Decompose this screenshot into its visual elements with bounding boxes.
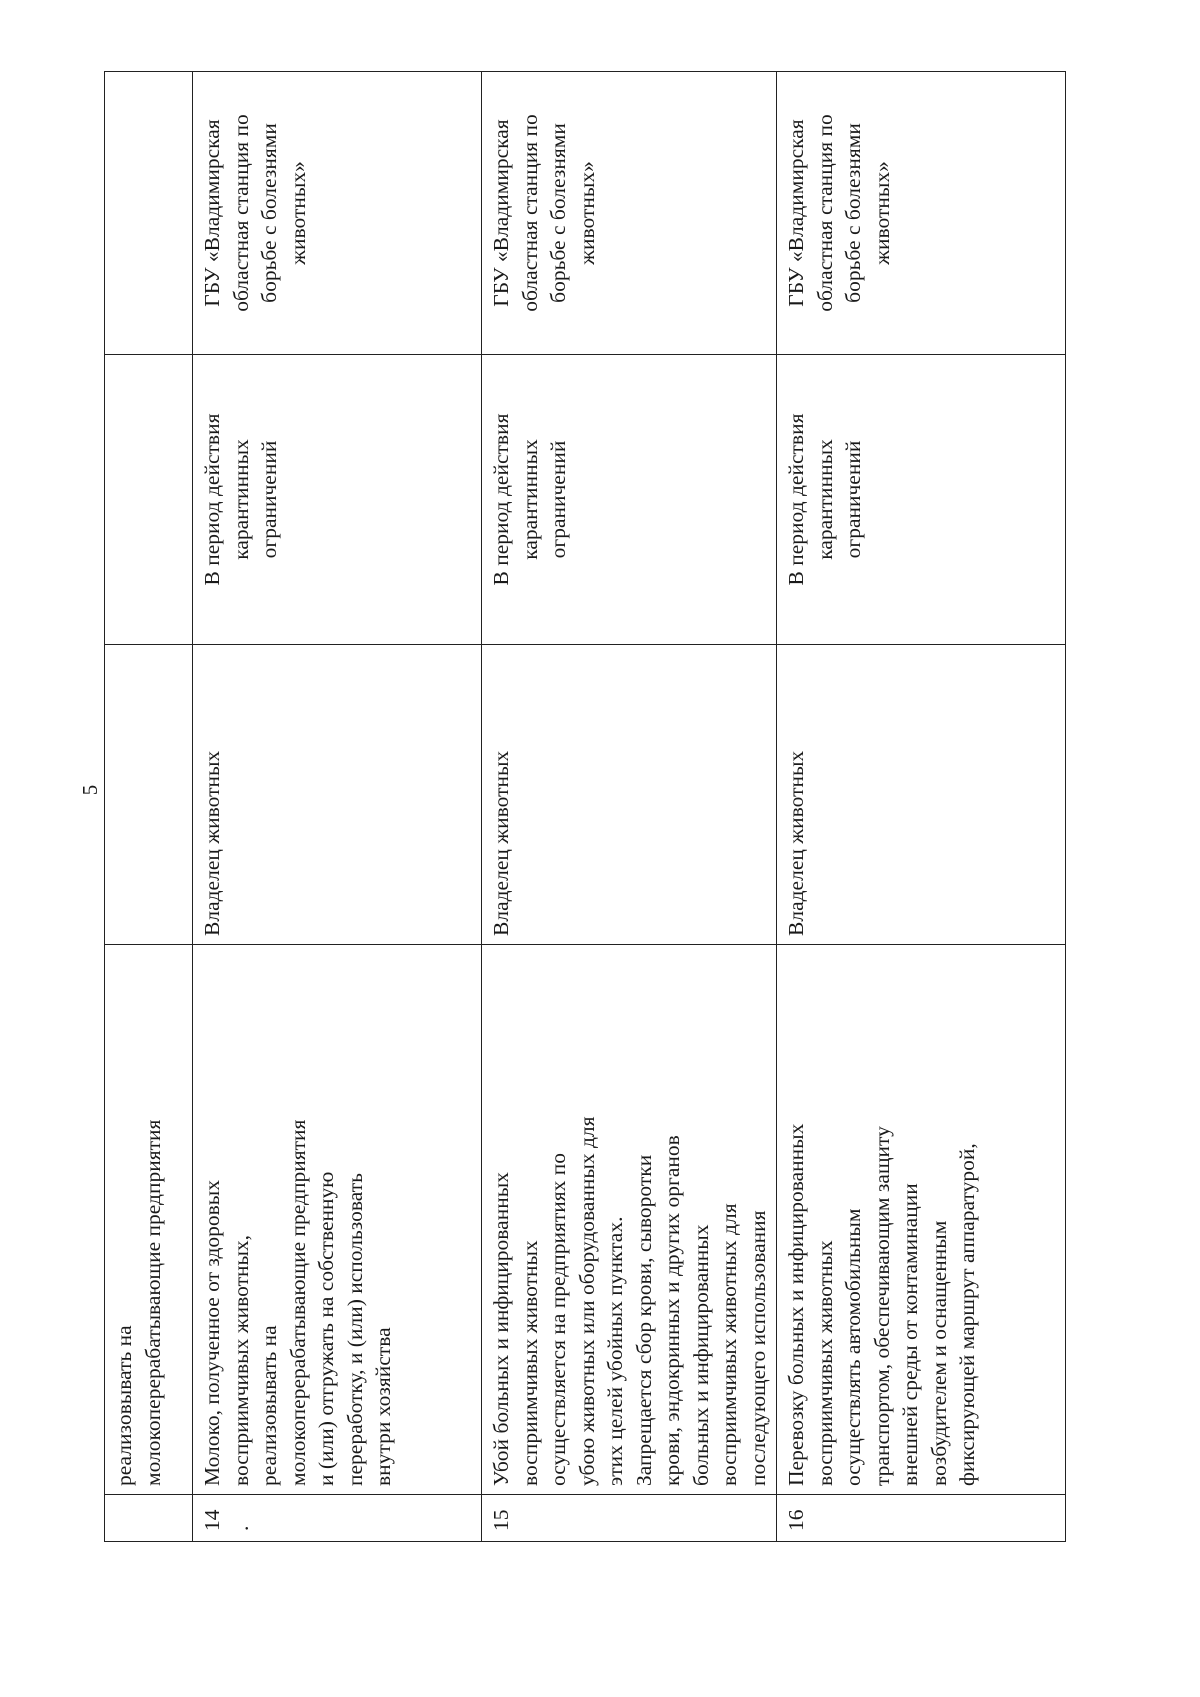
executor-cell: ГБУ «Владимирская областная станция по борьбе с болезнями животных»: [777, 72, 1066, 355]
responsible-cell: Владелец животных: [482, 645, 777, 945]
page-number: 5: [77, 784, 102, 796]
table-row: [482, 72, 777, 1542]
executor-cell: [105, 72, 193, 355]
measures-table: [104, 71, 1066, 1542]
responsible-cell: Владелец животных: [193, 645, 482, 945]
table-row: [193, 72, 482, 1542]
table-row: [105, 72, 193, 1542]
row-number-cell: [105, 1495, 193, 1542]
row-number-cell: 14 .: [193, 1495, 482, 1542]
measures-table-container: [104, 72, 1059, 1542]
period-cell: В период действия карантинных ограничений: [482, 355, 777, 645]
measure-cell: Убой больных и инфицированных восприимчивых животных осуществляется на предприятиях по убою животных или оборудованных для этих целей убойных пунктах. Запрещается сбор крови, сыворотки крови, эндокринных и других органов больных и инфицированных восприимчивых животных для последующего использования: [482, 945, 777, 1495]
period-cell: В период действия карантинных ограничений: [777, 355, 1066, 645]
measure-cell: Перевозку больных и инфицированных восприимчивых животных осуществлять автомобильным транспортом, обеспечивающим защиту внешней среды от контаминации возбудителем и оснащенным фиксирующей маршрут аппаратурой,: [777, 945, 1066, 1495]
row-number-cell: 16: [777, 1495, 1066, 1542]
executor-cell: ГБУ «Владимирская областная станция по борьбе с болезнями животных»: [193, 72, 482, 355]
period-cell: В период действия карантинных ограничений: [193, 355, 482, 645]
measure-cell: Молоко, полученное от здоровых восприимчивых животных, реализовывать на молокоперерабатывающие предприятия и (или) отгружать на собственную переработку, и (или) использовать внутри хозяйства: [193, 945, 482, 1495]
measure-cell: реализовывать на молокоперерабатывающие предприятия: [105, 945, 193, 1495]
responsible-cell: [105, 645, 193, 945]
executor-cell: ГБУ «Владимирская областная станция по борьбе с болезнями животных»: [482, 72, 777, 355]
responsible-cell: Владелец животных: [777, 645, 1066, 945]
table-row: [777, 72, 1066, 1542]
row-number-cell: 15: [482, 1495, 777, 1542]
period-cell: [105, 355, 193, 645]
